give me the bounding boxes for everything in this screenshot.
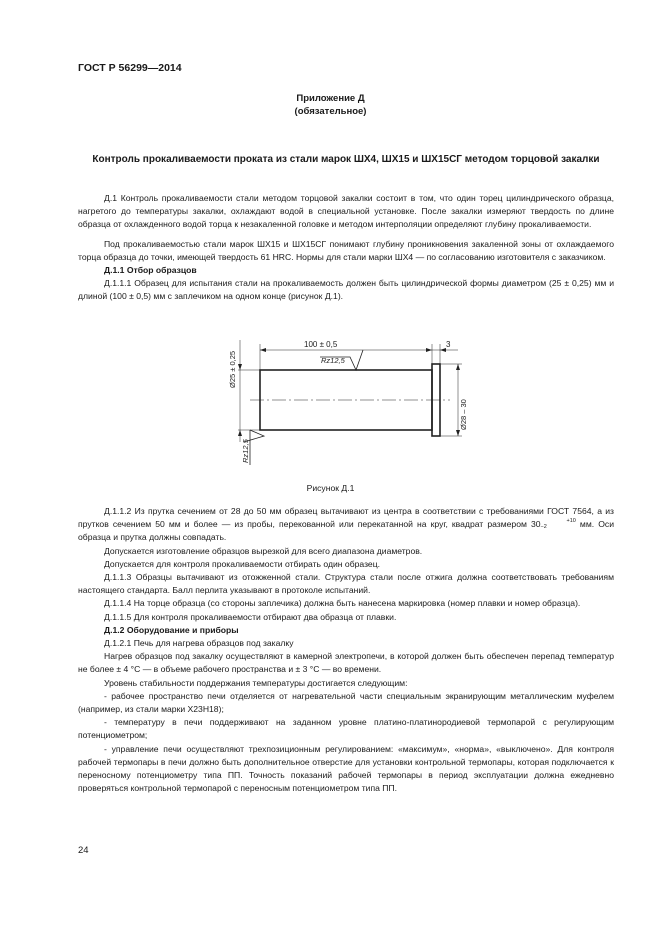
heading-d11: Д.1.1 Отбор образцов bbox=[104, 265, 197, 276]
heading-d12: Д.1.2 Оборудование и приборы bbox=[104, 624, 239, 635]
paragraph-allow-1: Допускается изготовление образцов вырезкой для всего диапазона диаметров. bbox=[104, 545, 423, 556]
tolerance-plus: +10 bbox=[566, 518, 576, 525]
paragraph-allow-2: Допускается для контроля прокаливаемости отбирать один образец. bbox=[104, 558, 381, 569]
paragraph-heating: Нагрев образцов под закалку осуществляют в камерной электропечи, в которой должен быть обеспечен перепад температур не более ± 4 °C — в объеме рабочего пространства и ± 3 °C — во времени. bbox=[78, 651, 614, 675]
bullet-muffle: - рабочее пространство печи отделяется от нагревательной части специальным экранирующим металлическим муфелем (например, из стали марки Х23Н18); bbox=[78, 690, 614, 715]
paragraph-d112-b: мм. Оси образца и прутка должны совпадать. bbox=[78, 519, 614, 543]
appendix-title: Приложение Д bbox=[296, 93, 365, 104]
paragraph-stability: Уровень стабильности поддержания температуры достигается следующим: bbox=[104, 677, 408, 688]
paragraph-d113: Д.1.1.3 Образцы вытачивают из отожженной стали. Структура стали после отжига должна соответствовать требованиям настоящего стандарта. Балл перлита указывают в протоколе испытаний. bbox=[78, 572, 614, 596]
page-number: 24 bbox=[78, 845, 89, 856]
paragraph-definition: Под прокаливаемостью стали марок ШХ15 и ШХ15СГ понимают глубину проникновения закаленной зоны от охлаждаемого торца образца до точки, имеющей твердость 61 HRC. Нормы для стали марки ШХ4 — по согласованию изготовителя с заказчиком. bbox=[78, 238, 614, 262]
paragraph-d115: Д.1.1.5 Для контроля прокаливаемости отбирают два образца от плавки. bbox=[104, 611, 397, 622]
text-block-1 bbox=[78, 192, 614, 304]
figure-d1-drawing bbox=[220, 330, 470, 475]
appendix-status: (обязательное) bbox=[294, 106, 367, 117]
head-diameter-label: Ø28 – 30 bbox=[459, 399, 468, 430]
shoulder-label: 3 bbox=[446, 340, 451, 349]
length-label: 100 ± 0,5 bbox=[304, 340, 338, 349]
bullet-thermocouple: - температуру в печи поддерживают на заданном уровне платино-платинородиевой термопарой с регулирующим потенциометром; bbox=[78, 717, 614, 741]
standard-code: ГОСТ Р 56299—2014 bbox=[78, 62, 182, 74]
roughness-top-label: Rz12,5 bbox=[321, 356, 345, 365]
paragraph-d111: Д.1.1.1 Образец для испытания стали на прокаливаемость должен быть цилиндрической формы диаметром (25 ± 0,25) мм и длиной (100 ± 0,5) мм с заплечиком на одном конце (рисунок Д.1). bbox=[78, 278, 614, 302]
text-block-2 bbox=[78, 505, 614, 795]
paragraph-d112-a: Д.1.1.2 Из прутка сечением от 28 до 50 мм образец вытачивают из центра в соответствии с требованиями ГОСТ 7564, а из прутков сечением 50 мм и более — из пробы, перекованной или перекатанной на круг, квадрат размером 30 bbox=[78, 506, 614, 530]
paragraph-d112 bbox=[78, 505, 614, 545]
tolerance-stack bbox=[541, 519, 576, 530]
paragraph-d121: Д.1.2.1 Печь для нагрева образцов под закалку bbox=[104, 638, 294, 649]
section-title: Контроль прокаливаемости проката из стали марок ШХ4, ШХ15 и ШХ15СГ методом торцовой закалки bbox=[92, 154, 600, 165]
roughness-left-label: Rz12,5 bbox=[241, 439, 250, 463]
bullet-control: - управление печи осуществляют трехпозиционным регулированием: «максимум», «норма», «выключено». Для контроля рабочей термопары в печи должно быть дополнительное отверстие для установки контрольной термопары, которая подключается к переносному потенциометру типа ПП. Точность показаний рабочей термопары в период эксплуатации должна ежедневно проверяться контрольной термопарой с переносным потенциометром типа ПП. bbox=[78, 743, 614, 794]
paragraph-d114: Д.1.1.4 На торце образца (со стороны заплечика) должна быть нанесена маркировка (номер плавки и номер образца). bbox=[104, 598, 581, 609]
figure-caption: Рисунок Д.1 bbox=[306, 483, 355, 493]
tolerance-minus: −2 bbox=[540, 523, 547, 530]
paragraph-d1: Д.1 Контроль прокаливаемости стали методом торцовой закалки состоит в том, что один торец цилиндрического образца, нагретого до температуры закалки, охлаждают водой в специальной установке. После закалки измеряют твердость по длине образца от охлажденного водой торца к незакаленной головке и методом интерполяции определяют глубину прокаливаемости. bbox=[78, 193, 614, 230]
diameter-label: Ø25 ± 0,25 bbox=[228, 350, 237, 388]
appendix-heading bbox=[0, 92, 661, 118]
